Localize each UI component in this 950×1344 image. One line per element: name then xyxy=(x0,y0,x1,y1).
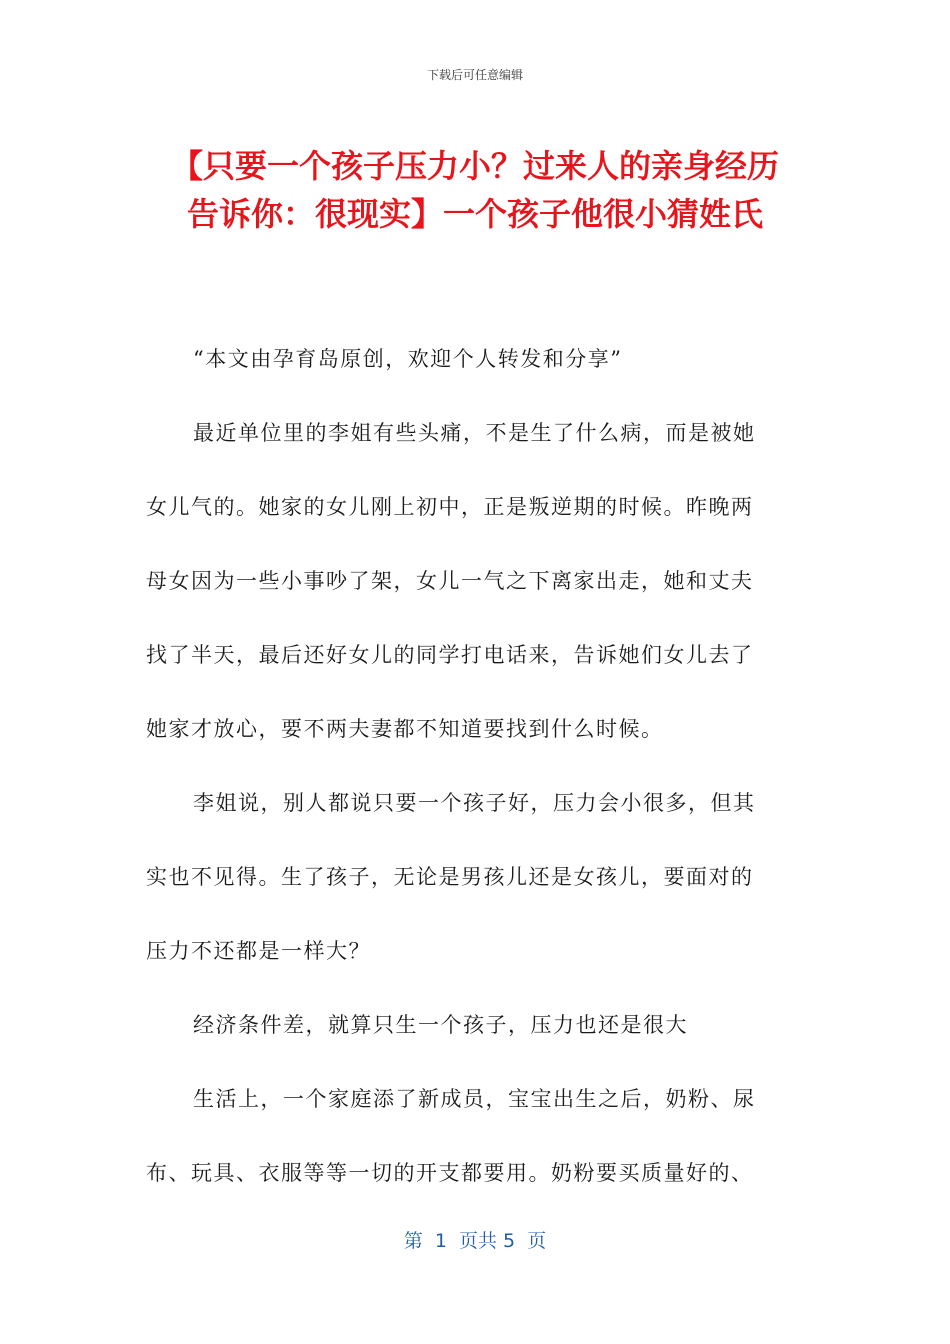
paragraph xyxy=(146,396,798,766)
document-title xyxy=(140,142,810,238)
paragraph xyxy=(146,1062,798,1210)
paragraph-line: 经济条件差，就算只生一个孩子，压力也还是很大 xyxy=(193,1013,688,1037)
paragraph-line: 李姐说，别人都说只要一个孩子好，压力会小很多，但其 xyxy=(193,791,756,815)
paragraph-intro xyxy=(146,322,798,396)
paragraph-line: 布、玩具、衣服等等一切的开支都要用。奶粉要买质量好的、 xyxy=(146,1161,754,1185)
paragraph-line: 实也不见得。生了孩子，无论是男孩儿还是女孩儿，要面对的 xyxy=(146,865,754,889)
paragraph-line: 找了半天，最后还好女儿的同学打电话来，告诉她们女儿去了 xyxy=(146,643,754,667)
paragraph-line: 生活上，一个家庭添了新成员，宝宝出生之后，奶粉、尿 xyxy=(193,1087,756,1111)
paragraph-line: 她家才放心，要不两夫妻都不知道要找到什么时候。 xyxy=(146,717,664,741)
paragraph-subheading xyxy=(146,988,798,1062)
page-number-footer: 第 1 页共 5 页 xyxy=(403,1230,547,1252)
paragraph-line: “本文由孕育岛原创，欢迎个人转发和分享” xyxy=(193,347,623,371)
document-body xyxy=(146,322,798,1210)
paragraph-line: 母女因为一些小事吵了架，女儿一气之下离家出走，她和丈夫 xyxy=(146,569,754,593)
paragraph-line: 最近单位里的李姐有些头痛，不是生了什么病，而是被她 xyxy=(193,421,756,445)
paragraph-line: 女儿气的。她家的女儿刚上初中，正是叛逆期的时候。昨晚两 xyxy=(146,495,754,519)
title-line-1: 【只要一个孩子压力小？过来人的亲身经历 xyxy=(170,147,779,185)
title-line-2: 告诉你：很现实】一个孩子他很小猜姓氏 xyxy=(186,195,763,233)
paragraph-line: 压力不还都是一样大？ xyxy=(146,939,371,963)
paragraph xyxy=(146,766,798,988)
header-note: 下载后可任意编辑 xyxy=(426,68,523,82)
